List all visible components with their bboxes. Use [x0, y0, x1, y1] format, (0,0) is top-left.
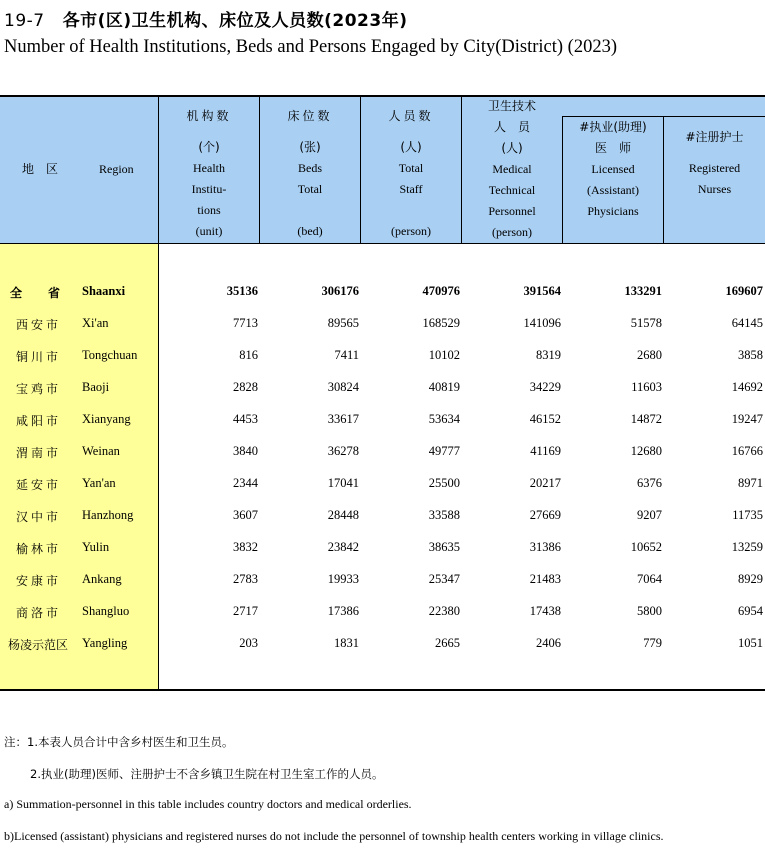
cell-value: 203	[239, 636, 258, 650]
header-technical-cn2: 人 员	[493, 120, 530, 134]
cell-value: 28448	[327, 508, 359, 522]
header-technical-unit-cn: (人)	[501, 141, 523, 155]
region-name-en: Tongchuan	[82, 348, 138, 362]
cell-value: 169607	[725, 284, 763, 298]
cell-value: 3840	[233, 444, 258, 458]
cell-value: 10652	[630, 540, 662, 554]
cell-value: 6954	[738, 604, 763, 618]
cell-value: 89565	[327, 316, 359, 330]
header-physicians	[563, 117, 663, 222]
table-row	[0, 532, 765, 564]
cell-value: 6376	[637, 476, 662, 490]
header-bottom-rule	[0, 243, 765, 244]
header-technical-en1: Medical	[492, 162, 532, 176]
header-institutions-en3: tions	[197, 203, 221, 217]
cell-value: 2717	[233, 604, 258, 618]
cell-value: 7064	[637, 572, 662, 586]
header-physicians-en3: Physicians	[587, 204, 639, 218]
region-name-en: Yangling	[82, 636, 128, 650]
header-physicians-cn1: #执业(助理)	[579, 120, 647, 134]
header-staff-unit-cn: (人)	[400, 140, 422, 154]
header-nurses-en1: Registered	[688, 161, 741, 175]
header-nurses-cn1: #注册护士	[685, 130, 744, 144]
cell-value: 779	[643, 636, 662, 650]
region-name-cn: 西安市	[16, 318, 62, 332]
cell-value: 17438	[529, 604, 561, 618]
header-nurses	[664, 127, 765, 200]
region-name-cn: 杨凌示范区	[8, 638, 69, 652]
region-name-en: Shangluo	[82, 604, 130, 618]
header-nurses-en2: Nurses	[697, 182, 732, 196]
table-top-rule	[0, 95, 765, 97]
region-name-en: Xi'an	[82, 316, 109, 330]
region-name-en: Weinan	[82, 444, 120, 458]
cell-value: 38635	[428, 540, 460, 554]
cell-value: 41169	[530, 444, 561, 458]
cell-value: 14692	[731, 380, 763, 394]
note-en-1: a) Summation-personnel in this table includes country doctors and medical orderlies.	[4, 797, 412, 811]
cell-value: 306176	[321, 284, 359, 298]
table-row	[0, 468, 765, 500]
cell-value: 25347	[428, 572, 460, 586]
region-name-en: Hanzhong	[82, 508, 134, 522]
cell-value: 3607	[233, 508, 258, 522]
cell-value: 22380	[428, 604, 460, 618]
cell-value: 11735	[732, 508, 763, 522]
cell-value: 10102	[428, 348, 460, 362]
header-physicians-en1: Licensed	[591, 162, 635, 176]
cell-value: 470976	[422, 284, 460, 298]
cell-value: 1831	[334, 636, 359, 650]
cell-value: 2828	[233, 380, 258, 394]
cell-value: 133291	[624, 284, 662, 298]
region-name-cn: 榆林市	[16, 542, 62, 556]
cell-value: 53634	[428, 412, 460, 426]
region-name-cn: 渭南市	[16, 446, 62, 460]
cell-value: 19247	[731, 412, 763, 426]
cell-value: 8319	[536, 348, 561, 362]
cell-value: 33588	[428, 508, 460, 522]
cell-value: 49777	[428, 444, 460, 458]
region-name-cn: 商洛市	[16, 606, 62, 620]
cell-value: 51578	[630, 316, 662, 330]
table-row	[0, 564, 765, 596]
header-staff	[361, 106, 461, 242]
cell-value: 2680	[637, 348, 662, 362]
table-row	[0, 628, 765, 660]
header-beds-cn: 床位数	[287, 109, 333, 123]
header-institutions-unit-cn: (个)	[198, 140, 220, 154]
table-number: 19-7	[4, 11, 45, 31]
table-row	[0, 372, 765, 404]
cell-value: 34229	[529, 380, 561, 394]
header-beds-en2: Total	[297, 182, 323, 196]
cell-value: 2344	[233, 476, 258, 490]
cell-value: 8929	[738, 572, 763, 586]
cell-value: 35136	[226, 284, 258, 298]
cell-value: 168529	[422, 316, 460, 330]
cell-value: 17386	[327, 604, 359, 618]
cell-value: 2665	[435, 636, 460, 650]
cell-value: 36278	[327, 444, 359, 458]
cell-value: 12680	[630, 444, 662, 458]
header-physicians-cn2: 医 师	[594, 141, 631, 155]
header-beds-en1: Beds	[298, 161, 322, 175]
cell-value: 27669	[529, 508, 561, 522]
cell-value: 8971	[738, 476, 763, 490]
header-technical-en3: Personnel	[488, 204, 536, 218]
cell-value: 25500	[428, 476, 460, 490]
cell-value: 20217	[529, 476, 561, 490]
region-name-cn: 咸阳市	[16, 414, 62, 428]
header-region-cn: 地 区	[22, 162, 59, 176]
table-row	[0, 596, 765, 628]
note-cn-2: 2.执业(助理)医师、注册护士不含乡镇卫生院在村卫生室工作的人员。	[30, 767, 384, 781]
region-name-cn: 宝鸡市	[16, 382, 62, 396]
region-name-en: Yulin	[82, 540, 110, 554]
note-en-2: b)Licensed (assistant) physicians and registered nurses do not include the personnel of township health centers working in village clinics.	[4, 829, 664, 843]
table-row	[0, 308, 765, 340]
header-technical-unit-en: (person)	[492, 225, 532, 239]
cell-value: 46152	[529, 412, 561, 426]
data-table	[0, 95, 765, 691]
cell-value: 21483	[529, 572, 561, 586]
header-staff-en1: Total	[398, 161, 424, 175]
header-institutions-en2: Institu-	[191, 182, 227, 196]
cell-value: 16766	[731, 444, 763, 458]
header-institutions-unit-en: (unit)	[195, 224, 223, 238]
table-bottom-rule	[0, 689, 765, 691]
cell-value: 30824	[327, 380, 359, 394]
cell-value: 2406	[536, 636, 561, 650]
region-name-en: Baoji	[82, 380, 110, 394]
header-staff-cn: 人员数	[388, 109, 434, 123]
header-institutions	[159, 106, 259, 242]
cell-value: 14872	[630, 412, 662, 426]
header-region-en: Region	[99, 162, 134, 176]
region-name-cn: 铜川市	[16, 350, 62, 364]
cell-value: 7713	[233, 316, 258, 330]
title-chinese-text: 各市(区)卫生机构、床位及人员数(2023年)	[62, 11, 408, 31]
cell-value: 64145	[731, 316, 763, 330]
cell-value: 40819	[428, 380, 460, 394]
cell-value: 816	[239, 348, 258, 362]
table-row	[0, 436, 765, 468]
header-technical-personnel	[462, 96, 562, 243]
cell-value: 391564	[523, 284, 561, 298]
cell-value: 11603	[631, 380, 662, 394]
cell-value: 7411	[334, 348, 359, 362]
table-row	[0, 340, 765, 372]
header-physicians-en2: (Assistant)	[587, 183, 639, 197]
cell-value: 1051	[738, 636, 763, 650]
region-name-cn: 安康市	[16, 574, 62, 588]
table-row	[0, 500, 765, 532]
header-staff-en2: Staff	[399, 182, 423, 196]
header-institutions-en1: Health	[193, 161, 225, 175]
cell-value: 13259	[731, 540, 763, 554]
region-name-en: Shaanxi	[82, 284, 126, 298]
table-row	[0, 276, 765, 308]
region-name-cn: 延安市	[16, 478, 62, 492]
cell-value: 31386	[529, 540, 561, 554]
title-chinese	[4, 6, 408, 31]
header-staff-unit-en: (person)	[391, 224, 431, 238]
cell-value: 2783	[233, 572, 258, 586]
header-beds-unit-en: (bed)	[297, 224, 323, 238]
cell-value: 4453	[233, 412, 258, 426]
header-beds	[260, 106, 360, 242]
table-row	[0, 404, 765, 436]
region-name-en: Xianyang	[82, 412, 131, 426]
cell-value: 5800	[637, 604, 662, 618]
region-name-cn: 汉中市	[16, 510, 62, 524]
header-technical-cn1: 卫生技术	[487, 99, 536, 113]
note-cn-1: 注：1.本表人员合计中含乡村医生和卫生员。	[4, 735, 234, 749]
title-english: Number of Health Institutions, Beds and Persons Engaged by City(District) (2023)	[4, 37, 617, 57]
header-technical-en2: Technical	[488, 183, 536, 197]
cell-value: 3832	[233, 540, 258, 554]
header-institutions-cn: 机构数	[186, 109, 232, 123]
region-name-en: Ankang	[82, 572, 122, 586]
region-name-en: Yan'an	[82, 476, 116, 490]
cell-value: 17041	[327, 476, 359, 490]
cell-value: 33617	[327, 412, 359, 426]
cell-value: 19933	[327, 572, 359, 586]
header-beds-unit-cn: (张)	[299, 140, 321, 154]
cell-value: 9207	[637, 508, 662, 522]
cell-value: 23842	[327, 540, 359, 554]
region-name-cn: 全省	[10, 286, 87, 300]
cell-value: 3858	[738, 348, 763, 362]
cell-value: 141096	[523, 316, 561, 330]
